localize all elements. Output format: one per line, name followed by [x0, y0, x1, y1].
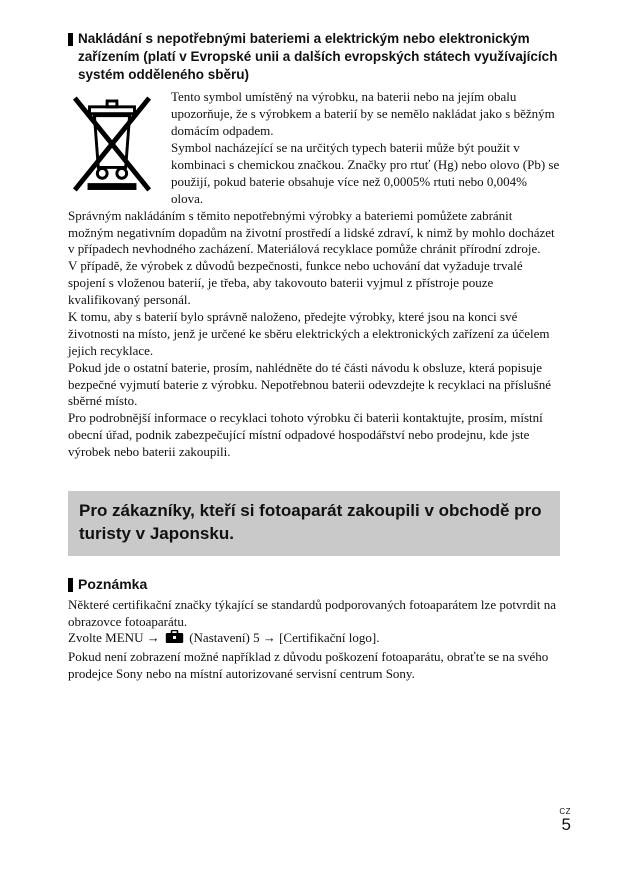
- paragraph: K tomu, aby s baterií bylo správně naloženo, předejte výrobky, které jsou na konci své životnosti na místo, jenž je určené ke sběru elektrických a elektronických zařízení za účelem jejich recyklace.: [68, 309, 550, 358]
- paragraph: Pokud není zobrazení možné například z důvodu poškození fotoaparátu, obraťte se na svého prodejce Sony nebo na místní autorizované servisní centrum Sony.: [68, 649, 549, 682]
- paragraph: Pokud jde o ostatní baterie, prosím, nahlédněte do té části návodu k obsluze, která popisuje bezpečné vyjmutí baterie z výrobku. Nepotřebnou baterii odevzdejte k recyklaci na příslušné sběrné místo.: [68, 359, 551, 409]
- weee-symbol-block: [68, 89, 560, 207]
- section-banner-japan-tourist: Pro zákazníky, kteří si fotoaparát zakoupili v obchodě pro turisty v Japonsku.: [68, 491, 560, 556]
- weee-crossed-out-wheeled-bin-icon: [68, 89, 171, 207]
- note-heading: [68, 576, 560, 593]
- menu-instruction-suffix: (Nastavení) 5 → [Certifikační logo].: [185, 630, 380, 646]
- paragraph: Tento symbol umístěný na výrobku, na baterii nebo na jejím obalu upozorňuje, že s výrobkem a baterií by se nemělo nakládat jako s běžným domácím odpadem.: [171, 89, 555, 139]
- page-content: [68, 30, 560, 683]
- section-heading-recycling: [68, 30, 560, 83]
- paragraph: Symbol nacházející se na určitých typech baterii může být použit v kombinaci s chemickou značkou. Značky pro rtuť (Hg) nebo olovo (Pb) se použijí, pokud baterie obsahuje více než 0,0005% rtuti nebo 0,004% olova.: [171, 140, 560, 206]
- menu-instruction-prefix: Zvolte MENU →: [68, 630, 163, 646]
- weee-symbol-description: [171, 89, 560, 207]
- footer-language-code: CZ: [559, 807, 571, 817]
- page-footer: [559, 808, 571, 835]
- paragraph: V případě, že výrobek z důvodů bezpečnosti, funkce nebo uchování dat vyžaduje trvalé spojení s vloženou baterií, je třeba, aby takovouto baterii vyjmul z přístroje pouze kvalifikovaný personál.: [68, 258, 523, 308]
- paragraph: Pro podrobnější informace o recyklaci tohoto výrobku či baterii kontaktujte, prosím, místní obecní úřad, podnik zabezpečující místní odpadové hospodářství nebo prodejnu, kde jste výrobek nebo baterii zakoupili.: [68, 410, 543, 460]
- heading-bar-marker: [68, 578, 73, 592]
- heading-bar-marker: [68, 33, 73, 46]
- note-heading-text: Poznámka: [78, 575, 148, 592]
- paragraph: Některé certifikační značky týkající se standardů podporovaných fotoaparátem lze potvrdit na obrazovce fotoaparátu.: [68, 596, 557, 629]
- menu-instruction-line: [68, 630, 560, 649]
- footer-page-number: 5: [561, 815, 571, 835]
- toolbox-setup-icon: [165, 630, 184, 649]
- section-heading-text: Nakládání s nepotřebnými bateriemi a elektrickým nebo elektronickým zařízením (platí v Evropské unii a dalších evropských státech využívajících systém odděleného sběru): [78, 31, 558, 82]
- paragraph: Správným nakládáním s těmito nepotřebnými výrobky a bateriemi pomůžete zabránit možným negativním dopadům na životní prostředí a lidské zdraví, k nimž by mohlo docházet v případech nevhodného zacházení. Materiálová recyklace pomůže chránit přírodní zdroje.: [68, 207, 555, 257]
